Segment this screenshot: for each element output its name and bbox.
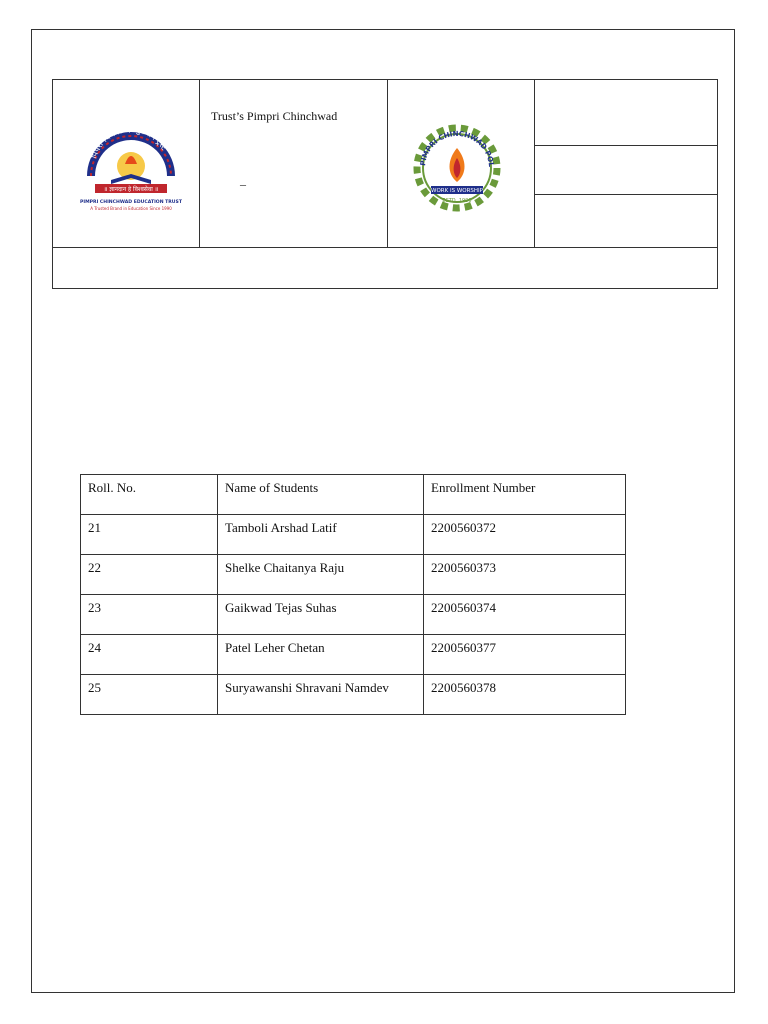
roll-cell: 21: [81, 515, 218, 555]
name-cell: Patel Leher Chetan: [218, 635, 424, 675]
left-logo-arc-text: पिंपरी चिंचवड एज्युकेशन ट्रस्ट: [89, 124, 169, 160]
roll-cell: 23: [81, 595, 218, 635]
left-logo-name: PIMPRI CHINCHWAD EDUCATION TRUST: [80, 200, 182, 205]
enrollment-cell: 2200560377: [424, 635, 626, 675]
enrollment-cell: 2200560374: [424, 595, 626, 635]
table-row: [81, 515, 626, 555]
table-row: [81, 555, 626, 595]
header-divider: [199, 80, 200, 248]
students-table: [80, 474, 626, 715]
pimpri-chinchwad-polytechnic-logo-icon: [403, 120, 511, 214]
left-logo-motto: ॥ ज्ञानदान हे विश्वसेवा ॥: [103, 186, 159, 193]
name-cell: Suryawanshi Shravani Namdev: [218, 675, 424, 715]
header-divider: [534, 194, 717, 195]
name-cell: Gaikwad Tejas Suhas: [218, 595, 424, 635]
header-divider: [387, 80, 388, 248]
header-divider: [534, 145, 717, 146]
enrollment-cell: 2200560378: [424, 675, 626, 715]
table-row: [81, 675, 626, 715]
table-row: [81, 595, 626, 635]
header-divider: [53, 247, 717, 248]
column-header-roll: Roll. No.: [81, 475, 218, 515]
header-table: [52, 79, 718, 289]
header-dash: –: [240, 177, 246, 191]
table-row: [81, 635, 626, 675]
enrollment-cell: 2200560372: [424, 515, 626, 555]
right-logo-arc-text: PIMPRI CHINCHWAD POL: [419, 129, 495, 167]
right-logo-estd: ESTD. 1990: [442, 198, 472, 204]
left-logo-tagline: A Trusted Brand in Education Since 1990: [90, 206, 172, 211]
enrollment-cell: 2200560373: [424, 555, 626, 595]
trust-name: Trust’s Pimpri Chinchwad: [211, 109, 338, 123]
roll-cell: 24: [81, 635, 218, 675]
table-header-row: [81, 475, 626, 515]
pcet-trust-logo-icon: [73, 118, 189, 214]
roll-cell: 25: [81, 675, 218, 715]
roll-cell: 22: [81, 555, 218, 595]
column-header-enrollment: Enrollment Number: [424, 475, 626, 515]
name-cell: Tamboli Arshad Latif: [218, 515, 424, 555]
right-logo-motto: WORK IS WORSHIP: [431, 188, 483, 194]
column-header-name: Name of Students: [218, 475, 424, 515]
name-cell: Shelke Chaitanya Raju: [218, 555, 424, 595]
header-divider: [534, 80, 535, 248]
